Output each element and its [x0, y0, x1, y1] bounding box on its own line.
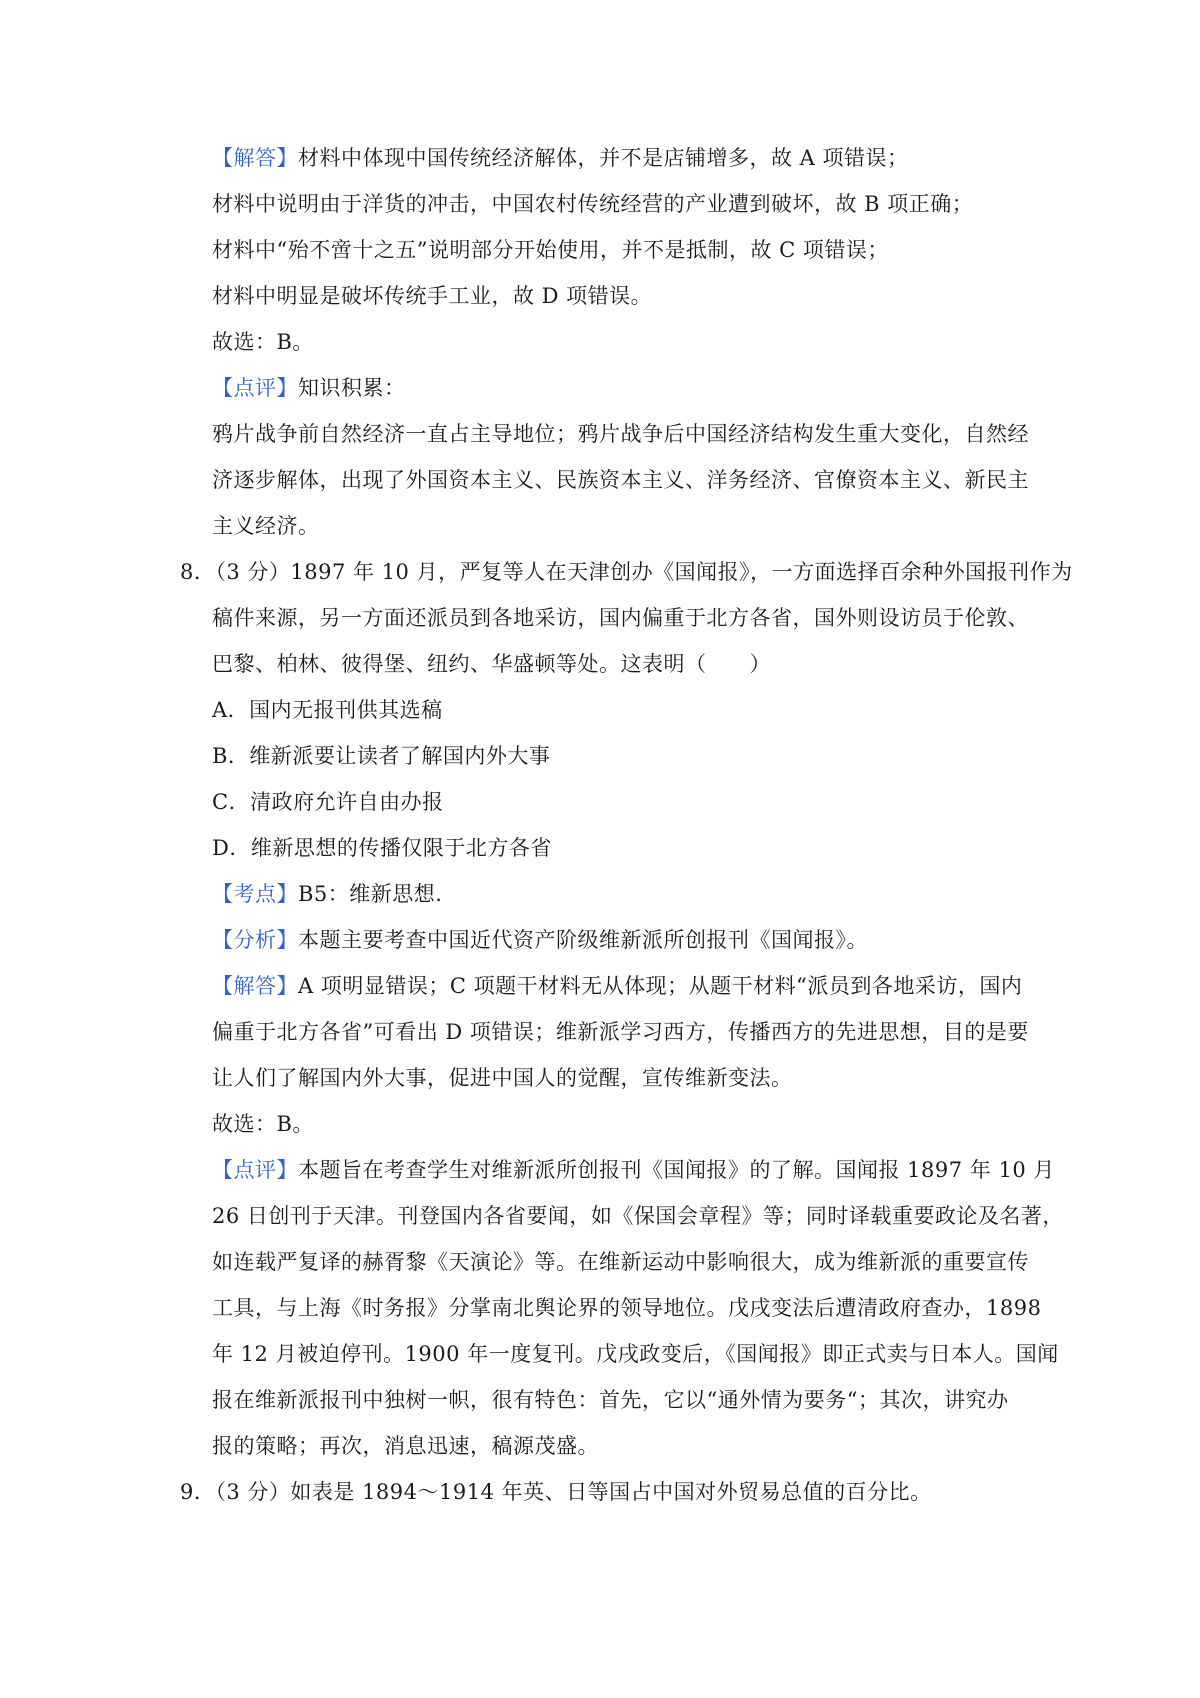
kaodian-tag: 【考点】: [212, 882, 298, 906]
q8-choice: 故选：B。: [212, 1112, 314, 1136]
q8-option-a: A．国内无报刊供其选稿: [212, 698, 443, 722]
q8-comment-line-6: 报在维新派报刊中独树一帜，很有特色：首先，它以“通外情为要务“；其次，讲究办: [212, 1388, 1009, 1412]
q8-answer-line-3: 让人们了解国内外大事，促进中国人的觉醒，宣传维新变法。: [212, 1066, 793, 1090]
q8-fenxi: 【分析】本题主要考查中国近代资产阶级维新派所创报刊《国闻报》。: [212, 928, 868, 952]
q8-comment-line-7: 报的策略；再次，消息迅速，稿源茂盛。: [212, 1434, 599, 1458]
q8-stem-line-2: 稿件来源，另一方面还派员到各地采访，国内偏重于北方各省，国外则设访员于伦敦、: [212, 606, 1029, 630]
comment-tag: 【点评】: [212, 376, 298, 400]
q7-answer-line-2: 材料中说明由于洋货的冲击，中国农村传统经营的产业遭到破坏，故 B 项正确；: [212, 192, 974, 216]
comment-tag: 【点评】: [212, 1158, 298, 1182]
q8-answer-line-1: 【解答】A 项明显错误；C 项题干材料无从体现；从题干材料“派员到各地采访，国内: [212, 974, 1023, 998]
q7-answer-line-1: 【解答】材料中体现中国传统经济解体，并不是店铺增多，故 A 项错误；: [212, 146, 909, 170]
q7-comment-head: 【点评】知识积累：: [212, 376, 406, 400]
q8-option-d: D．维新思想的传播仅限于北方各省: [212, 836, 552, 860]
q7-comment-line-1: 鸦片战争前自然经济一直占主导地位；鸦片战争后中国经济结构发生重大变化，自然经: [212, 422, 1029, 446]
answer-tag: 【解答】: [212, 146, 298, 170]
q8-option-b: B．维新派要让读者了解国内外大事: [212, 744, 551, 768]
q8-comment-line-2: 26 日创刊于天津。刊登国内各省要闻，如《保国会章程》等；同时译载重要政论及名著，: [212, 1204, 1064, 1228]
q8-kaodian: 【考点】B5：维新思想.: [212, 882, 443, 906]
q8-comment-line-3: 如连载严复译的赫胥黎《天演论》等。在维新运动中影响很大，成为维新派的重要宣传: [212, 1250, 1029, 1274]
q8-comment-line-1: 【点评】本题旨在考查学生对维新派所创报刊《国闻报》的了解。国闻报 1897 年 10 月: [212, 1158, 1055, 1182]
q8-stem-line-1: 8．（3 分）1897 年 10 月，严复等人在天津创办《国闻报》，一方面选择百余种外国报刊作为: [180, 560, 1073, 584]
q7-answer-line-3: 材料中“殆不啻十之五”说明部分开始使用，并不是抵制，故 C 项错误；: [212, 238, 889, 262]
q8-comment-line-4: 工具，与上海《时务报》分掌南北舆论界的领导地位。戊戌变法后遭清政府查办，1898: [212, 1296, 1042, 1320]
q9-stem: 9．（3 分）如表是 1894～1914 年英、日等国占中国对外贸易总值的百分比。: [180, 1480, 932, 1504]
q8-answer-line-2: 偏重于北方各省”可看出 D 项错误；维新派学习西方，传播西方的先进思想，目的是要: [212, 1020, 1029, 1044]
q8-option-c: C．清政府允许自由办报: [212, 790, 444, 814]
fenxi-tag: 【分析】: [212, 928, 298, 952]
q7-answer-line-4: 材料中明显是破坏传统手工业，故 D 项错误。: [212, 284, 653, 308]
q7-choice: 故选：B。: [212, 330, 314, 354]
q7-comment-line-2: 济逐步解体，出现了外国资本主义、民族资本主义、洋务经济、官僚资本主义、新民主: [212, 468, 1029, 492]
q8-comment-line-5: 年 12 月被迫停刊。1900 年一度复刊。戊戌政变后，《国闻报》即正式卖与日本人。国闻: [212, 1342, 1059, 1366]
q7-comment-line-3: 主义经济。: [212, 514, 320, 538]
answer-tag: 【解答】: [212, 974, 298, 998]
q8-stem-line-3: 巴黎、柏林、彼得堡、纽约、华盛顿等处。这表明（ ）: [212, 652, 771, 676]
